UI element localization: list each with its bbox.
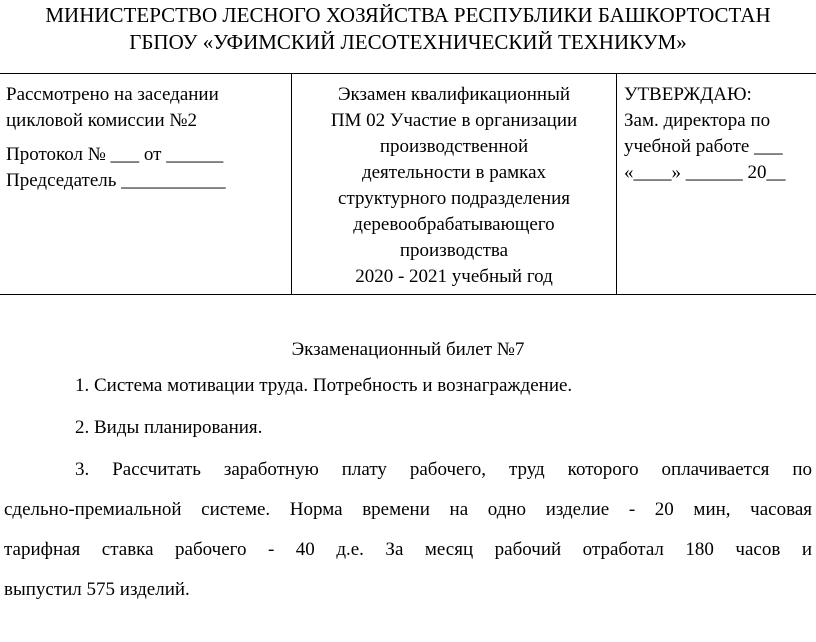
approve-text: учебной работе ___	[624, 136, 783, 157]
commission-text: Рассмотрено на заседании	[6, 84, 219, 105]
table-divider	[616, 74, 617, 294]
exam-info-cell	[292, 82, 616, 290]
ministry-header: МИНИСТЕРСТВО ЛЕСНОГО ХОЗЯЙСТВА РЕСПУБЛИКИ БАШКОРТОСТАН	[45, 3, 771, 27]
exam-info-text: структурного подразделения	[338, 188, 570, 209]
approval-table	[0, 73, 816, 295]
question-3-line: выпустил 575 изделий.	[4, 579, 190, 600]
commission-cell	[6, 82, 289, 194]
exam-info-text: производства	[399, 240, 509, 261]
question-3-line: тарифная ставка рабочего - 40 д.е. За месяц рабочий отработал 180 часов и	[4, 539, 812, 560]
college-header: ГБПОУ «УФИМСКИЙ ЛЕСОТЕХНИЧЕСКИЙ ТЕХНИКУМ»	[129, 30, 687, 54]
question-2: 2. Виды планирования.	[75, 417, 263, 438]
approve-date-line: «____» ______ 20__	[624, 162, 786, 183]
question-3	[4, 450, 812, 610]
approve-text: Зам. директора по	[624, 110, 771, 131]
exam-info-text: Экзамен квалификационный	[338, 84, 570, 105]
exam-info-text: деревообрабатывающего	[353, 214, 555, 235]
approval-cell	[624, 82, 816, 186]
protocol-line: Протокол № ___ от ______	[6, 144, 224, 165]
question-3-line: сдельно-премиальной системе. Норма времени на одно изделие - 20 мин, часовая	[4, 499, 812, 520]
commission-text: цикловой комиссии №2	[6, 110, 197, 131]
ticket-title: Экзаменационный билет №7	[291, 339, 525, 360]
academic-year: 2020 - 2021 учебный год	[355, 266, 553, 287]
question-3-line: 3. Рассчитать заработную плату рабочего, труд которого оплачивается по	[75, 459, 812, 480]
question-1: 1. Система мотивации труда. Потребность и вознаграждение.	[75, 375, 573, 396]
exam-info-text: ПМ 02 Участие в организации	[330, 110, 578, 131]
exam-info-text: деятельности в рамках	[361, 162, 547, 183]
exam-info-text: производственной	[379, 136, 529, 157]
chairman-line: Председатель ___________	[6, 170, 226, 191]
approve-heading: УТВЕРЖДАЮ:	[624, 84, 752, 105]
